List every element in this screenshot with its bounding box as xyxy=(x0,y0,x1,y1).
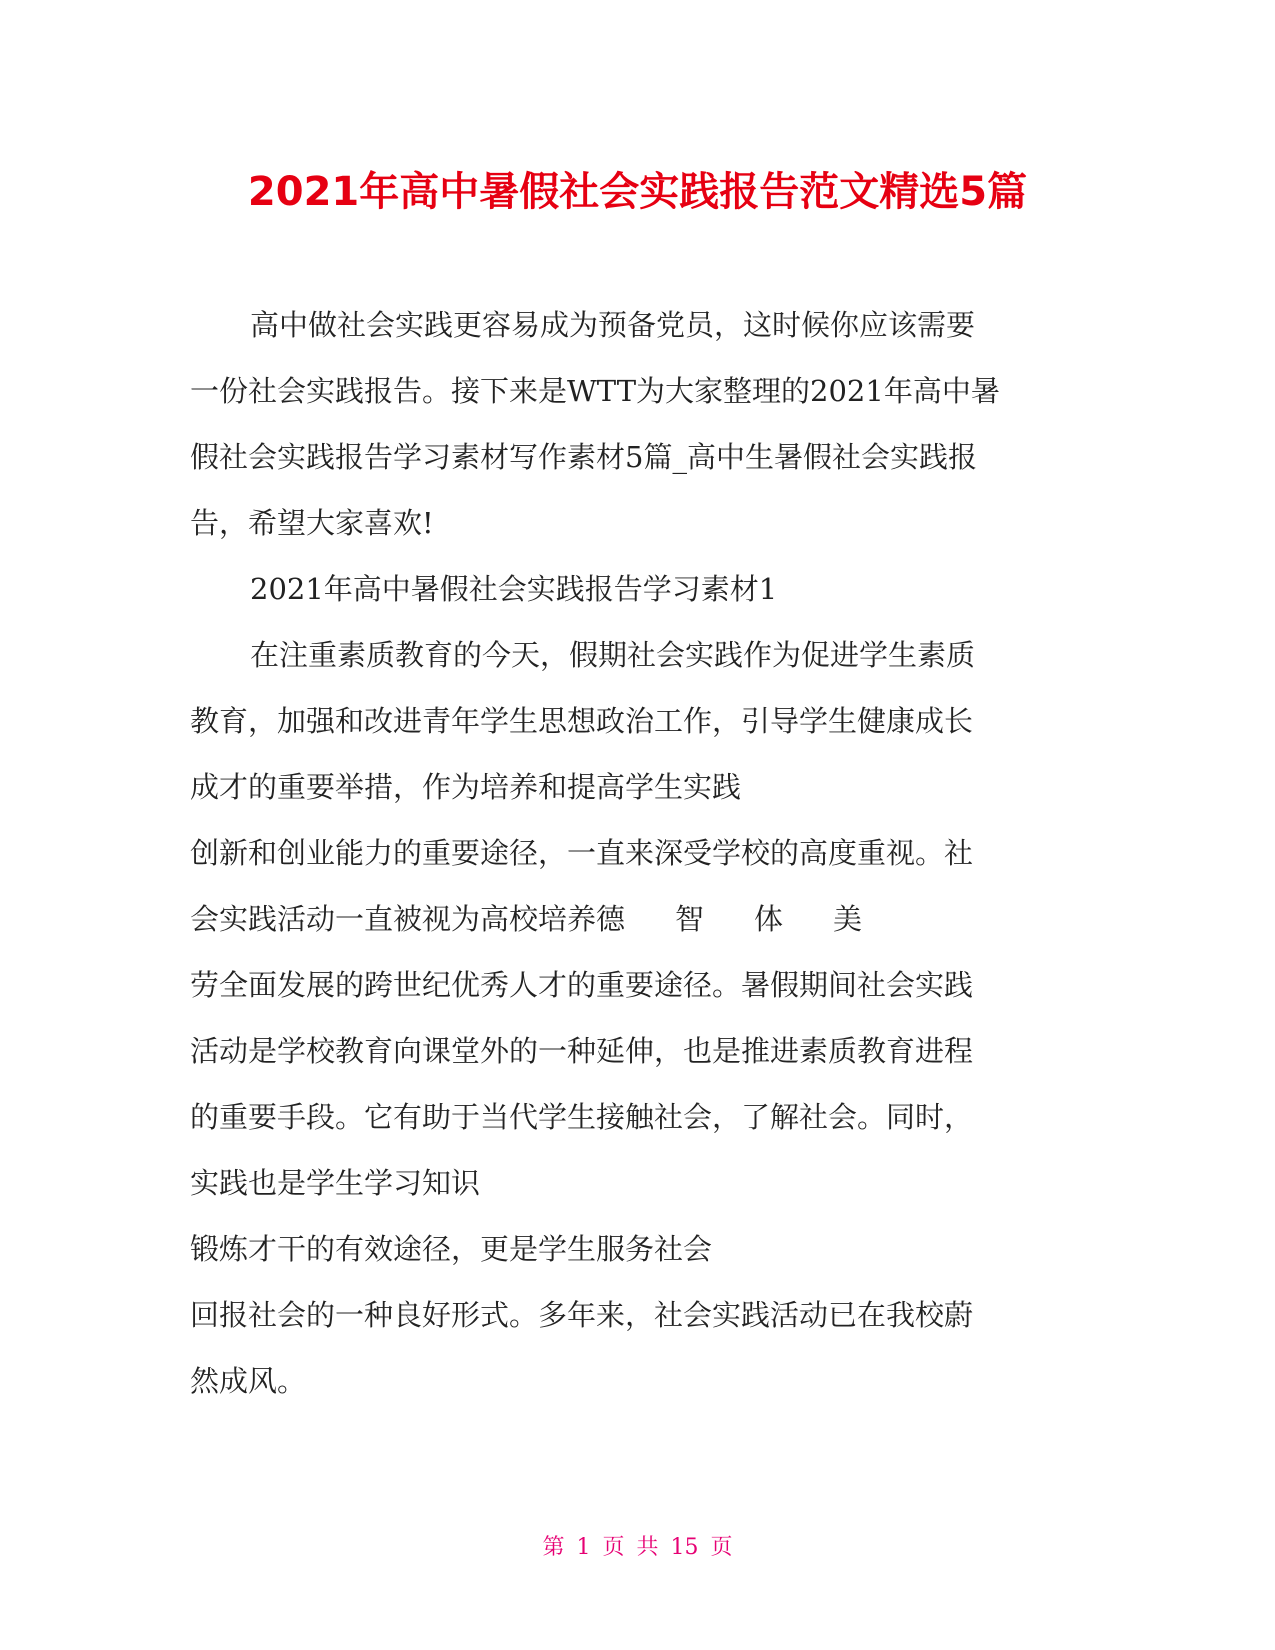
paragraph-line: 然成风。 xyxy=(190,1364,307,1398)
paragraph-line: 假社会实践报告学习素材写作素材5篇_高中生暑假社会实践报 xyxy=(190,440,977,474)
paragraph-line: 实践也是学生学习知识 xyxy=(190,1166,481,1200)
page-footer xyxy=(0,1530,1275,1561)
footer-suffix: 页 xyxy=(710,1535,733,1560)
paragraph-line: 活动是学校教育向课堂外的一种延伸，也是推进素质教育进程 xyxy=(190,1034,974,1068)
line-text: 会实践活动一直被视为高校培养德 xyxy=(190,902,626,936)
paragraph-line-split xyxy=(190,886,1090,952)
paragraph-line: 创新和创业能力的重要途径，一直来深受学校的高度重视。社 xyxy=(190,836,974,870)
line-word: 体 xyxy=(754,902,784,936)
footer-mid1: 页 xyxy=(602,1535,625,1560)
paragraph-line: 高中做社会实践更容易成为预备党员，这时候你应该需要 xyxy=(250,308,976,342)
paragraph-line: 告，希望大家喜欢! xyxy=(190,506,434,540)
footer-mid2: 共 xyxy=(636,1535,659,1560)
paragraph-line: 在注重素质教育的今天，假期社会实践作为促进学生素质 xyxy=(250,638,976,672)
line-word: 智 xyxy=(675,902,705,936)
paragraph-line: 劳全面发展的跨世纪优秀人才的重要途径。暑假期间社会实践 xyxy=(190,968,974,1002)
paragraph-line: 成才的重要举措，作为培养和提高学生实践 xyxy=(190,770,742,804)
paragraph-line: 一份社会实践报告。接下来是WTT为大家整理的2021年高中暑 xyxy=(190,374,1000,408)
line-word: 美 xyxy=(833,902,863,936)
paragraph-line: 的重要手段。它有助于当代学生接触社会，了解社会。同时， xyxy=(190,1100,974,1134)
document-title: 2021年高中暑假社会实践报告范文精选5篇 xyxy=(247,169,1028,215)
section-heading: 2021年高中暑假社会实践报告学习素材1 xyxy=(250,572,778,606)
document-body xyxy=(190,292,1090,1414)
paragraph-line: 锻炼才干的有效途径，更是学生服务社会 xyxy=(190,1232,713,1266)
page-number: 1 xyxy=(576,1535,591,1560)
footer-prefix: 第 xyxy=(542,1535,565,1560)
paragraph-line: 教育，加强和改进青年学生思想政治工作，引导学生健康成长 xyxy=(190,704,974,738)
paragraph-line: 回报社会的一种良好形式。多年来，社会实践活动已在我校蔚 xyxy=(190,1298,974,1332)
total-pages: 15 xyxy=(670,1535,699,1560)
